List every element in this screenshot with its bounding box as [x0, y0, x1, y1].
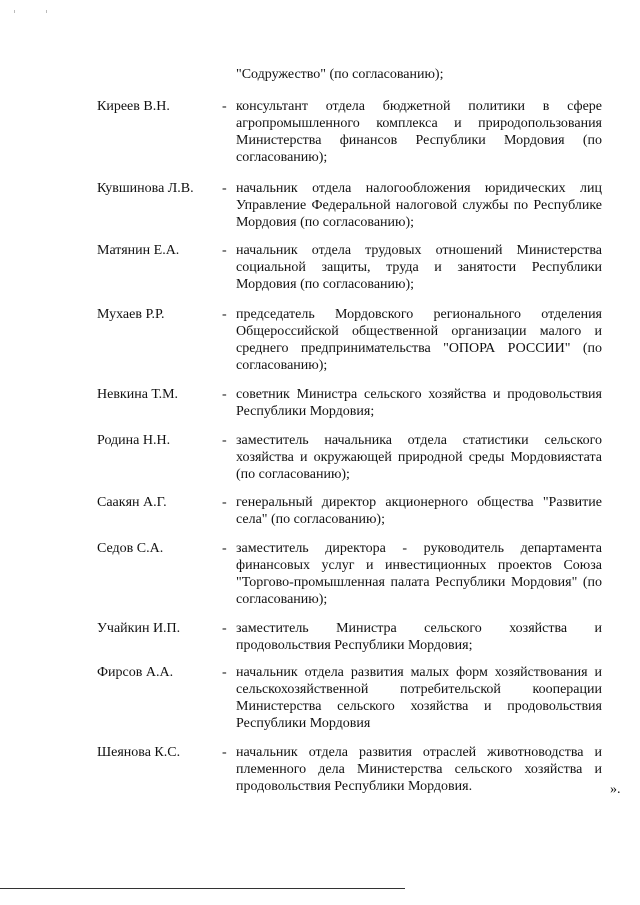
continuation-text: "Содружество" (по согласованию);: [236, 67, 444, 82]
scan-mark: [14, 10, 15, 13]
member-name: Кувшинова Л.В.: [97, 181, 194, 196]
member-dash: -: [222, 495, 227, 510]
member-position: заместитель начальника отдела статистики сельского хозяйства и окружающей природной среды Мордовиястата (по согласованию);: [236, 433, 602, 482]
member-name: Родина Н.Н.: [97, 433, 171, 448]
member-position: начальник отдела налогообложения юридических лиц Управление Федеральной налоговой службы по Республике Мордовия (по согласованию);: [236, 181, 602, 230]
member-position: советник Министра сельского хозяйства и продовольствия Республики Мордовия;: [236, 387, 602, 419]
member-dash: -: [222, 181, 227, 196]
member-position: начальник отдела развития малых форм хозяйствования и сельскохозяйственной потребительской кооперации Министерства сельского хозяйства и продовольствия Республики Мордовия: [236, 665, 602, 731]
member-position: председатель Мордовского регионального отделения Общероссийской общественной организации малого и среднего предпринимательства "ОПОРА РОССИИ" (по согласованию);: [236, 307, 602, 373]
member-name: Фирсов А.А.: [97, 665, 174, 680]
member-name: Седов С.А.: [97, 541, 164, 556]
member-dash: -: [222, 243, 227, 258]
scan-mark: [46, 10, 47, 13]
footer-divider: [0, 888, 405, 889]
member-name: Мухаев Р.Р.: [97, 307, 165, 322]
member-position: консультант отдела бюджетной политики в сфере агропромышленного комплекса и природопользования Министерства финансов Республики Мордовия (по согласованию);: [236, 99, 602, 165]
member-dash: -: [222, 541, 227, 556]
member-dash: -: [222, 621, 227, 636]
member-position: заместитель Министра сельского хозяйства и продовольствия Республики Мордовия;: [236, 621, 602, 653]
closing-quote: ».: [610, 782, 621, 797]
member-name: Матянин Е.А.: [97, 243, 180, 258]
member-dash: -: [222, 433, 227, 448]
member-position: начальник отдела трудовых отношений Министерства социальной защиты, труда и занятости Республики Мордовия (по согласованию);: [236, 243, 602, 292]
member-position: заместитель директора - руководитель департамента финансовых услуг и инвестиционных проектов Союза "Торгово-промышленная палата Республики Мордовия" (по согласованию);: [236, 541, 602, 607]
member-name: Шеянова К.С.: [97, 745, 181, 760]
member-dash: -: [222, 387, 227, 402]
member-dash: -: [222, 745, 227, 760]
member-name: Невкина Т.М.: [97, 387, 179, 402]
member-dash: -: [222, 307, 227, 322]
member-dash: -: [222, 99, 227, 114]
member-dash: -: [222, 665, 227, 680]
member-name: Киреев В.Н.: [97, 99, 170, 114]
member-position: начальник отдела развития отраслей животноводства и племенного дела Министерства сельского хозяйства и продовольствия Республики Мордовия.: [236, 745, 602, 794]
member-position: генеральный директор акционерного общества "Развитие села" (по согласованию);: [236, 495, 602, 527]
member-name: Саакян А.Г.: [97, 495, 167, 510]
member-name: Учайкин И.П.: [97, 621, 181, 636]
